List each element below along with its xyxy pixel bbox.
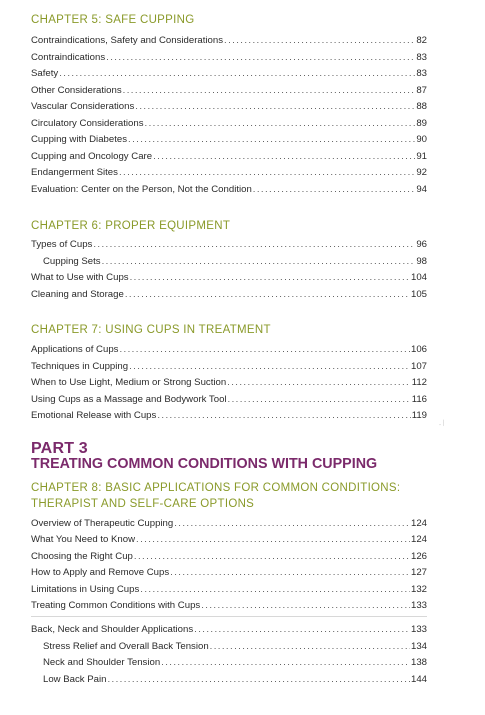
toc-entry[interactable] <box>31 50 427 65</box>
toc-entry-label: Choosing the Right Cup <box>31 550 133 562</box>
toc-entry[interactable] <box>31 359 427 374</box>
toc-entry-label: Circulatory Considerations <box>31 117 144 129</box>
toc-entry-page: 124 <box>410 517 427 529</box>
chapter-8-heading-line2: THERAPIST AND SELF-CARE OPTIONS <box>31 498 255 510</box>
dot-leader <box>128 132 415 147</box>
toc-entry-page: 83 <box>416 68 427 79</box>
dot-leader <box>161 655 410 670</box>
toc-entry-page: 82 <box>416 35 427 46</box>
toc-entry-label: Other Considerations <box>31 84 122 96</box>
toc-entry-label: Safety <box>31 68 59 79</box>
toc-entry[interactable] <box>31 287 427 302</box>
dot-leader <box>119 165 415 180</box>
toc-entry[interactable] <box>31 549 427 564</box>
toc-entry-page: 107 <box>410 360 427 372</box>
dot-leader <box>157 408 410 423</box>
toc-entry-page: 127 <box>410 567 427 578</box>
dot-leader <box>136 532 410 547</box>
toc-entry-page: 133 <box>410 624 427 635</box>
chapter-5-heading: CHAPTER 5: SAFE CUPPING <box>31 14 195 26</box>
toc-entry[interactable] <box>31 408 427 423</box>
toc-subentry[interactable] <box>43 639 427 654</box>
dot-leader <box>106 50 415 65</box>
scan-mark: ‧ ⁄ <box>436 418 447 430</box>
toc-entry[interactable] <box>31 375 427 390</box>
toc-subentry[interactable] <box>43 672 427 687</box>
toc-entry[interactable] <box>31 516 427 531</box>
dot-leader <box>125 287 410 302</box>
dot-leader <box>201 598 410 613</box>
toc-entry-label: When to Use Light, Medium or Strong Suction <box>31 377 227 388</box>
toc-entry-page: 105 <box>410 288 427 300</box>
toc-entry-label: Evaluation: Center on the Person, Not the Condition <box>31 183 252 195</box>
dot-leader <box>174 516 410 531</box>
dot-leader <box>119 342 410 357</box>
toc-entry-page: 88 <box>416 101 427 112</box>
toc-entry-page: 133 <box>410 600 427 611</box>
toc-entry[interactable] <box>31 622 427 637</box>
toc-entry-label: Cleaning and Storage <box>31 288 124 300</box>
toc-entry-label: Stress Relief and Overall Back Tension <box>43 640 209 652</box>
toc-entry-page: 116 <box>411 393 427 405</box>
toc-entry[interactable] <box>31 116 427 131</box>
toc-entry[interactable] <box>31 165 427 180</box>
toc-entry-label: How to Apply and Remove Cups <box>31 567 170 578</box>
toc-entry-page: 92 <box>416 167 427 178</box>
toc-subentry[interactable] <box>43 254 427 269</box>
toc-entry-label: Contraindications, Safety and Considerations <box>31 35 223 46</box>
chapter-6-heading: CHAPTER 6: PROPER EQUIPMENT <box>31 220 231 232</box>
dot-leader <box>153 149 415 164</box>
toc-entry-page: 134 <box>410 640 427 652</box>
toc-entry-label: Vascular Considerations <box>31 101 135 112</box>
toc-entry-page: 90 <box>416 134 427 145</box>
toc-entry[interactable] <box>31 99 427 114</box>
section-divider <box>31 616 427 617</box>
toc-entry-page: 87 <box>416 84 427 96</box>
chapter-8-heading-line1: CHAPTER 8: BASIC APPLICATIONS FOR COMMON CONDITIONS: <box>31 482 401 494</box>
toc-entry-label: Overview of Therapeutic Cupping <box>31 517 174 529</box>
dot-leader <box>135 99 415 114</box>
toc-entry-label: Types of Cups <box>31 239 93 250</box>
toc-entry[interactable] <box>31 132 427 147</box>
toc-entry-page: 106 <box>410 344 427 355</box>
toc-subentry[interactable] <box>43 655 427 670</box>
toc-entry-label: Emotional Release with Cups <box>31 410 157 421</box>
toc-entry-page: 98 <box>416 255 427 267</box>
toc-entry-page: 94 <box>416 183 427 195</box>
dot-leader <box>170 565 410 580</box>
toc-entry-label: Low Back Pain <box>43 673 107 685</box>
dot-leader <box>130 270 410 285</box>
toc-entry[interactable] <box>31 66 427 81</box>
toc-entry-page: 126 <box>410 550 427 562</box>
toc-entry-label: Neck and Shoulder Tension <box>43 657 161 668</box>
toc-entry[interactable] <box>31 598 427 613</box>
toc-entry-label: What to Use with Cups <box>31 272 129 283</box>
dot-leader <box>228 392 411 407</box>
dot-leader <box>134 549 410 564</box>
toc-entry-page: 138 <box>410 657 427 668</box>
toc-entry-label: What You Need to Know <box>31 534 136 545</box>
toc-entry[interactable] <box>31 270 427 285</box>
dot-leader <box>253 182 416 197</box>
toc-entry[interactable] <box>31 33 427 48</box>
toc-entry-label: Techniques in Cupping <box>31 360 129 372</box>
chapter-7-heading: CHAPTER 7: USING CUPS IN TREATMENT <box>31 324 271 336</box>
toc-entry-page: 89 <box>416 117 427 129</box>
toc-entry-label: Cupping with Diabetes <box>31 134 127 145</box>
toc-entry-page: 83 <box>416 51 427 63</box>
toc-entry-label: Limitations in Using Cups <box>31 583 140 595</box>
dot-leader <box>102 254 416 269</box>
toc-entry[interactable] <box>31 392 427 407</box>
dot-leader <box>140 582 410 597</box>
part-title: TREATING COMMON CONDITIONS WITH CUPPING <box>31 456 378 472</box>
toc-entry-label: Cupping Sets <box>43 255 101 267</box>
toc-entry[interactable] <box>31 83 427 98</box>
dot-leader <box>129 359 410 374</box>
dot-leader <box>59 66 415 81</box>
toc-entry[interactable] <box>31 237 427 252</box>
dot-leader <box>194 622 410 637</box>
toc-entry-page: 96 <box>416 239 427 250</box>
toc-entry-page: 91 <box>416 150 427 162</box>
toc-entry-page: 119 <box>411 410 427 421</box>
toc-entry-label: Back, Neck and Shoulder Applications <box>31 624 194 635</box>
dot-leader <box>123 83 416 98</box>
toc-entry-label: Contraindications <box>31 51 106 63</box>
dot-leader <box>93 237 415 252</box>
dot-leader <box>145 116 416 131</box>
toc-entry[interactable] <box>31 582 427 597</box>
toc-entry-label: Cupping and Oncology Care <box>31 150 153 162</box>
toc-entry[interactable] <box>31 565 427 580</box>
dot-leader <box>210 639 410 654</box>
toc-entry-label: Treating Common Conditions with Cups <box>31 600 201 611</box>
toc-entry-page: 132 <box>410 583 427 595</box>
toc-entry-page: 144 <box>410 673 427 685</box>
toc-entry[interactable] <box>31 342 427 357</box>
toc-entry-page: 104 <box>410 272 427 283</box>
toc-entry[interactable] <box>31 182 427 197</box>
dot-leader <box>107 672 410 687</box>
dot-leader <box>227 375 411 390</box>
toc-entry-label: Endangerment Sites <box>31 167 118 178</box>
toc-entry-label: Using Cups as a Massage and Bodywork Tool <box>31 393 227 405</box>
toc-entry-page: 124 <box>410 534 427 545</box>
toc-entry[interactable] <box>31 149 427 164</box>
toc-entry[interactable] <box>31 532 427 547</box>
dot-leader <box>224 33 415 48</box>
toc-entry-label: Applications of Cups <box>31 344 119 355</box>
toc-entry-page: 112 <box>411 377 427 388</box>
part-label: PART 3 <box>31 440 88 457</box>
